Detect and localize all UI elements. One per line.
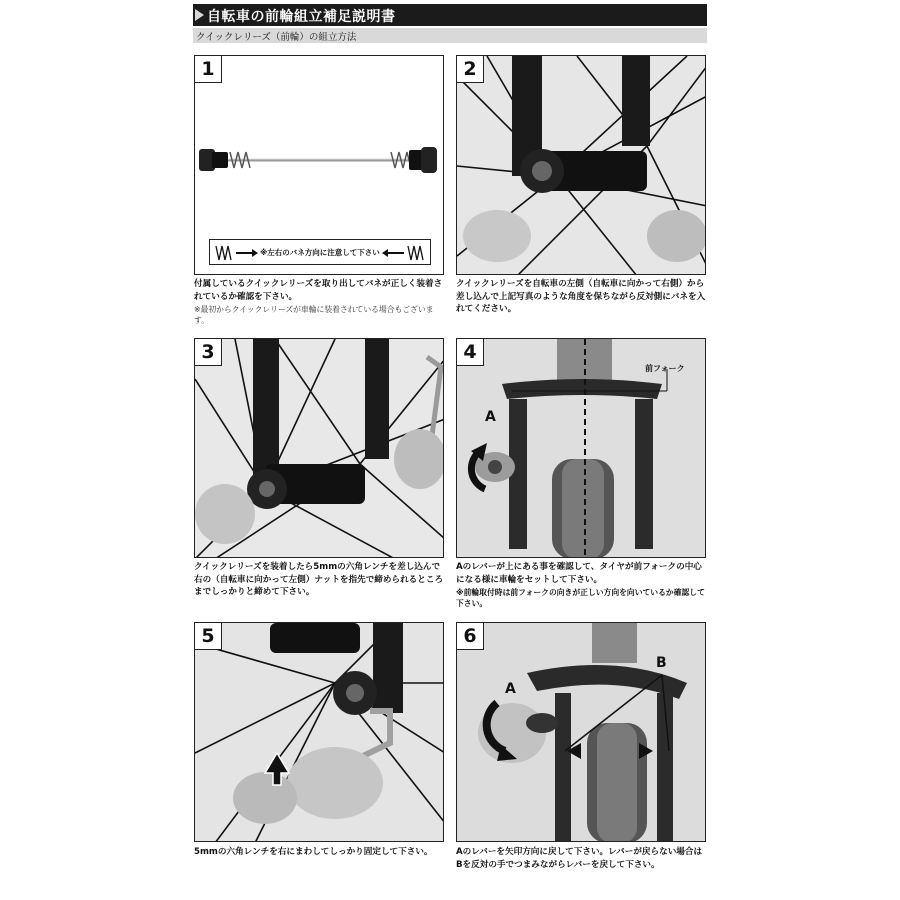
step-6-caption: Aのレバーを矢印方向に戻して下さい。レバーが戻らない場合はBを反対の手でつまみながらレバーを戻して下さい。 <box>456 847 703 870</box>
step-6-photo <box>456 622 706 842</box>
step-number: 6 <box>456 622 484 650</box>
step-4-caption: Aのレバーが上にある事を確認して、タイヤが前フォークの中心になる様に車輪をセットして下さい。 <box>456 562 702 585</box>
hex-wrench-insert-illustration <box>195 339 444 558</box>
step-2-photo <box>456 55 706 275</box>
step-1-photo <box>194 55 444 275</box>
subtitle-bar <box>193 28 707 43</box>
step-5-photo <box>194 622 444 842</box>
step-3-photo <box>194 338 444 558</box>
step-4-photo <box>456 338 706 558</box>
step-3-caption: クイックレリーズを装着したら5mmの六角レンチを差し込んで右の（自転車に向かって左側）ナットを指先で締められるところまでしっかりと締めて下さい。 <box>194 562 444 597</box>
step-2-caption: クイックレリーズを自転車の左側（自転車に向かって右側）から差し込んで上記写真のような角度を保ちながら反対側にバネを入れてください。 <box>456 279 706 314</box>
spring-direction-inset <box>209 239 431 265</box>
wheel-hub-photo-illustration <box>457 56 706 275</box>
step-number: 2 <box>456 55 484 83</box>
step-number: 5 <box>194 622 222 650</box>
header-bar <box>193 4 707 26</box>
lever-a-label: A <box>485 409 496 425</box>
step-number: 3 <box>194 338 222 366</box>
section-subtitle: クイックレリーズ（前輪）の組立方法 <box>196 32 357 43</box>
step-1-note: ※最初からクイックレリーズが車輪に装着されている場合もございます。 <box>194 305 434 325</box>
step-number: 1 <box>194 55 222 83</box>
lever-a-label: A <box>505 681 516 697</box>
step-5-caption: 5mmの六角レンチを右にまわしてしっかり固定して下さい。 <box>194 847 433 857</box>
step-1-caption: 付属しているクイックレリーズを取り出してバネが正しく装着されているか確認を下さい。 <box>194 279 443 302</box>
tighten-wrench-illustration <box>195 623 444 842</box>
fork-label: 前フォーク <box>645 364 685 373</box>
step-4-note: ※前輪取付時は前フォークの向きが正しい方向を向いているか確認して下さい。 <box>456 588 705 608</box>
triangle-bullet-icon <box>195 9 204 21</box>
page-title: 自転車の前輪組立補足説明書 <box>207 9 396 25</box>
part-b-label: B <box>656 655 667 671</box>
lever-close-illustration <box>457 623 706 842</box>
spring-direction-note: ※左右のバネ方向に注意して下さい <box>260 248 380 257</box>
step-number: 4 <box>456 338 484 366</box>
